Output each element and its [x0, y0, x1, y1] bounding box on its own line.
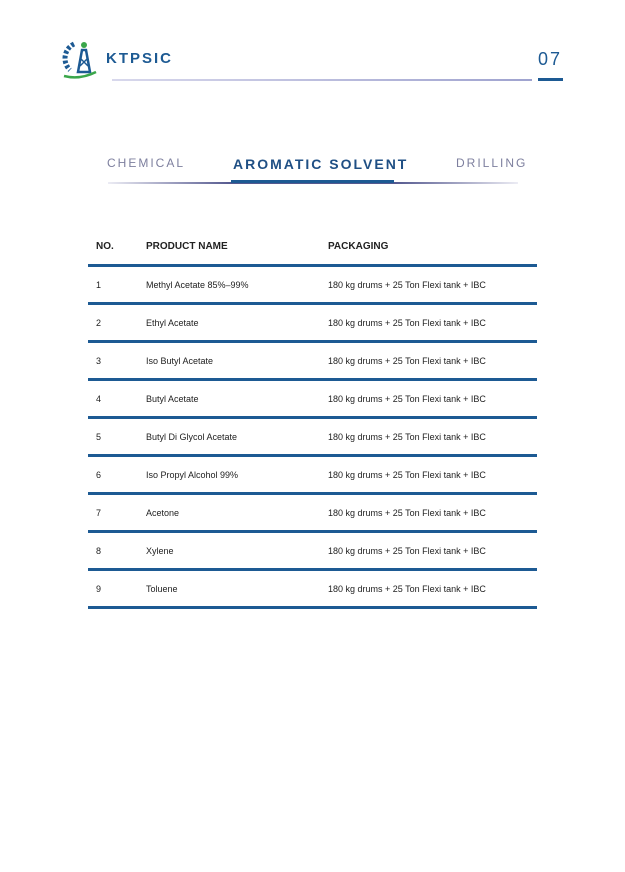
- active-tab-indicator: [231, 180, 394, 183]
- table-row: [88, 570, 537, 608]
- cell-product-name: Methyl Acetate 85%–99%: [146, 266, 328, 304]
- cell-packaging: 180 kg drums + 25 Ton Flexi tank + IBC: [328, 304, 537, 342]
- page-number-underline: [538, 78, 563, 81]
- cell-product-name: Xylene: [146, 532, 328, 570]
- cell-packaging: 180 kg drums + 25 Ton Flexi tank + IBC: [328, 456, 537, 494]
- cell-packaging: 180 kg drums + 25 Ton Flexi tank + IBC: [328, 342, 537, 380]
- cell-no: 3: [88, 342, 146, 380]
- header-no: NO.: [88, 228, 146, 266]
- table-row: [88, 494, 537, 532]
- product-table: [88, 228, 537, 609]
- cell-no: 6: [88, 456, 146, 494]
- table-row: [88, 342, 537, 380]
- table-row: [88, 418, 537, 456]
- cell-no: 8: [88, 532, 146, 570]
- header-packaging: PACKAGING: [328, 228, 537, 266]
- cell-no: 7: [88, 494, 146, 532]
- tab-drilling[interactable]: DRILLING: [456, 156, 528, 170]
- cell-packaging: 180 kg drums + 25 Ton Flexi tank + IBC: [328, 266, 537, 304]
- table-row: [88, 380, 537, 418]
- cell-no: 1: [88, 266, 146, 304]
- table-row: [88, 456, 537, 494]
- cell-product-name: Toluene: [146, 570, 328, 608]
- table-row: [88, 266, 537, 304]
- cell-no: 2: [88, 304, 146, 342]
- page-number: 07: [538, 49, 563, 69]
- cell-product-name: Ethyl Acetate: [146, 304, 328, 342]
- table-row: [88, 304, 537, 342]
- cell-no: 4: [88, 380, 146, 418]
- cell-product-name: Butyl Di Glycol Acetate: [146, 418, 328, 456]
- table-header-row: [88, 228, 537, 266]
- cell-product-name: Butyl Acetate: [146, 380, 328, 418]
- cell-packaging: 180 kg drums + 25 Ton Flexi tank + IBC: [328, 570, 537, 608]
- company-logo-icon: [60, 38, 100, 80]
- cell-product-name: Acetone: [146, 494, 328, 532]
- table-row: [88, 532, 537, 570]
- header-product-name: PRODUCT NAME: [146, 228, 328, 266]
- brand-name: KTPSIC: [106, 50, 174, 67]
- cell-product-name: Iso Butyl Acetate: [146, 342, 328, 380]
- cell-no: 5: [88, 418, 146, 456]
- tab-chemical[interactable]: CHEMICAL: [107, 156, 186, 170]
- cell-no: 9: [88, 570, 146, 608]
- cell-packaging: 180 kg drums + 25 Ton Flexi tank + IBC: [328, 532, 537, 570]
- cell-product-name: Iso Propyl Alcohol 99%: [146, 456, 328, 494]
- cell-packaging: 180 kg drums + 25 Ton Flexi tank + IBC: [328, 494, 537, 532]
- cell-packaging: 180 kg drums + 25 Ton Flexi tank + IBC: [328, 418, 537, 456]
- tab-aromatic-solvent[interactable]: AROMATIC SOLVENT: [233, 156, 409, 172]
- cell-packaging: 180 kg drums + 25 Ton Flexi tank + IBC: [328, 380, 537, 418]
- header-divider: [112, 79, 532, 81]
